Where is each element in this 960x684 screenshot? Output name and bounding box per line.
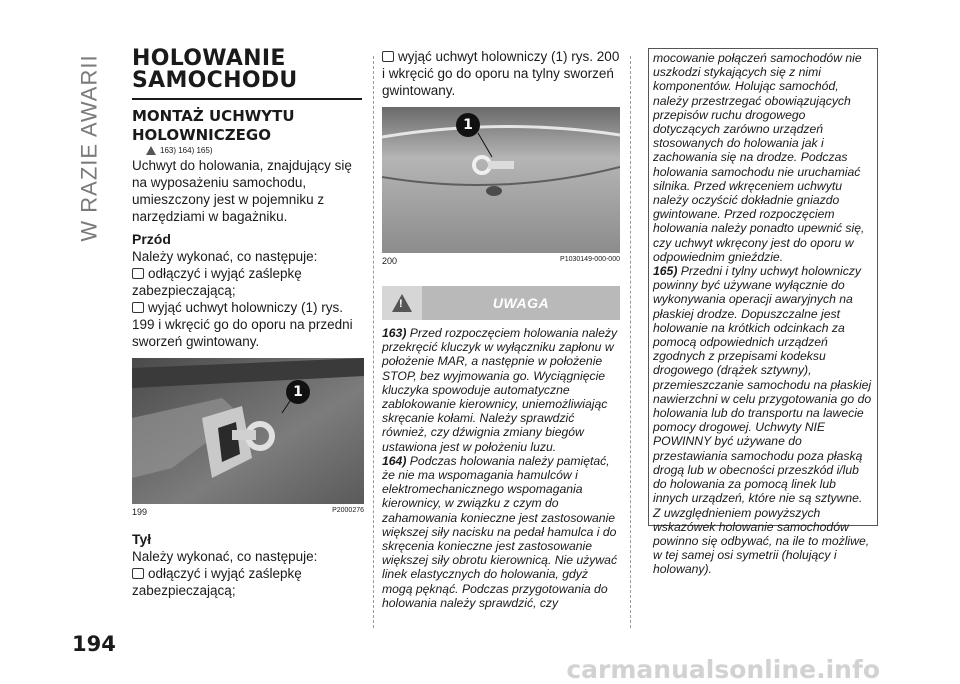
chapter-title: W RAZIE AWARII (77, 54, 102, 242)
rear-heading: Tył (132, 531, 152, 547)
warning-banner (382, 286, 620, 320)
warning-continued-box (648, 48, 878, 577)
checkbox-bullet-icon (132, 568, 144, 579)
page-number: 194 (72, 632, 116, 656)
column-1 (132, 48, 364, 599)
warning-164-continued: mocowanie połączeń samochodów nie uszkodzi stykających się z nimi komponentów. Holując samochód, należy przestrzegać obowiązujących przepisów ruchu drogowego dotyczących zarówno urządzeń stosowanych do holowania jak i zachowania się na drodze. Podczas holowania samochodu nie uruchamiać silnika. Przed wkręceniem uchwytu należy oczyścić dokładnie gniazdo gwintowane. Przed rozpoczęciem holowania należy ponadto upewnić się, czy uchwyt wkręcony jest do oporu w odpowiednim gnieździe. (653, 51, 865, 264)
figure-200-photo (382, 107, 620, 253)
rear-step-1 (132, 565, 364, 599)
warning-icon-box (382, 286, 422, 320)
checkbox-bullet-icon (132, 302, 144, 313)
warning-164-number: 164) (382, 453, 407, 468)
rear-tow-hook-illustration (382, 107, 620, 253)
subsection-title-line1: MONTAŻ UCHWYTU (132, 107, 295, 125)
chapter-side-tab (70, 48, 110, 248)
warning-164 (382, 454, 620, 610)
column-3 (648, 48, 878, 577)
checkbox-bullet-icon (132, 268, 144, 279)
rear-step-2 (382, 48, 620, 99)
figure-199-photo (132, 358, 364, 504)
warning-163-text: Przed rozpoczęciem holowania należy przekręcić kluczyk w wyłączniku zapłonu w położenie MAR, a następnie w położenie STOP, bez wyjmowania go. Wyciągnięcie kluczyka spowoduje automatyczne zablokowanie kierownicy, uniemożliwiając skręcanie kołami. Należy sprawdzić również, czy dźwignia zmiany biegów ustawiona jest w położeniu luzu. (382, 326, 618, 454)
warning-icon (146, 146, 156, 155)
warning-164-text: Podczas holowania należy pamiętać, że nie ma wspomagania hamulców i elektromechanicznego wspomagania kierownicy, w związku z czym do zahamowania konieczne jest zastosowanie większej siły nacisku na pedał hamulca i do skręcenia konieczne jest zastosowanie większej siły obrotu kierownicą. Nie używać linek elastycznych do holowania, gdyż mogą pęknąć. Podczas przygotowania do holowania należy sprawdzić, czy (382, 453, 618, 610)
front-tow-hook-illustration (132, 358, 364, 504)
watermark: carmanualsonline.info (566, 655, 880, 684)
front-step-2-text: wyjąć uchwyt holowniczy (1) rys. 199 i wkręcić go do oporu na przedni sworzeń gwintowany. (132, 300, 353, 349)
figure-199-code: P2000276 (332, 507, 364, 514)
front-heading: Przód (132, 231, 171, 247)
front-step-1-text: odłączyć i wyjąć zaślepkę zabezpieczającą; (132, 266, 302, 298)
warning-label: UWAGA (492, 295, 550, 311)
rear-step-1-text: odłączyć i wyjąć zaślepkę zabezpieczającą; (132, 566, 302, 598)
warning-165-number: 165) (653, 264, 678, 279)
subsection-title-line2: HOLOWNICZEGO (132, 126, 271, 144)
front-text: Należy wykonać, co następuje: (132, 249, 318, 264)
front-step-1 (132, 265, 364, 299)
figure-200-callout: 1 (456, 113, 480, 137)
figure-199-callout: 1 (286, 380, 310, 404)
figure-200-number: 200 (382, 256, 398, 266)
column-2 (382, 48, 620, 610)
warning-refs (146, 146, 364, 155)
column-divider-1 (373, 56, 374, 628)
checkbox-bullet-icon (382, 51, 394, 62)
figure-200-code: P1030149-000-000 (560, 256, 620, 263)
section-title-line1: HOLOWANIE (132, 46, 286, 71)
front-step-2 (132, 299, 364, 350)
rear-text: Należy wykonać, co następuje: (132, 549, 318, 564)
title-rule (132, 98, 362, 100)
section-title-line2: SAMOCHODU (132, 68, 298, 93)
warning-triangle-icon (392, 294, 412, 312)
warning-163-number: 163) (382, 326, 407, 340)
warning-ref-numbers: 163) 164) 165) (160, 146, 213, 155)
intro-text: Uchwyt do holowania, znajdujący się na wyposażeniu samochodu, umieszczony jest w pojemniku z narzędziami w bagażniku. (132, 158, 352, 224)
rear-step-2-text: wyjąć uchwyt holowniczy (1) rys. 200 i wkręcić go do oporu na tylny sworzeń gwintowany. (382, 49, 620, 98)
warning-165 (653, 264, 873, 576)
figure-199-caption (132, 507, 364, 517)
figure-200-caption (382, 256, 620, 266)
warning-165-text: Przedni i tylny uchwyt holowniczy powinny być używane wyłącznie do wykonywania operacji awaryjnych na płaskiej drodze. Dopuszczalne jest holowanie na krótkich odcinkach za pomocą odpowiednich urządzeń zgodnych z przepisami kodeksu drogowego (drążek sztywny), przemieszczanie samochodu na płaskiej nawierzchni w celu przygotowania go do holowania lub do transportu na lawecie pomocy drogowej. Uchwyty NIE POWINNY być używane do przestawiania samochodu poza płaską drogą lub w obecności przeszkód i/lub do holowania za pomocą linek lub innych urządzeń, które nie są sztywne. Z uwzględnieniem powyższych wskazówek holowanie samochodów powinno się odbywać, na ile to możliwe, w tej samej osi symetrii (holujący i holowany). (653, 264, 872, 577)
column-divider-2 (630, 56, 631, 628)
figure-199-number: 199 (132, 507, 148, 517)
warning-163 (382, 326, 620, 454)
